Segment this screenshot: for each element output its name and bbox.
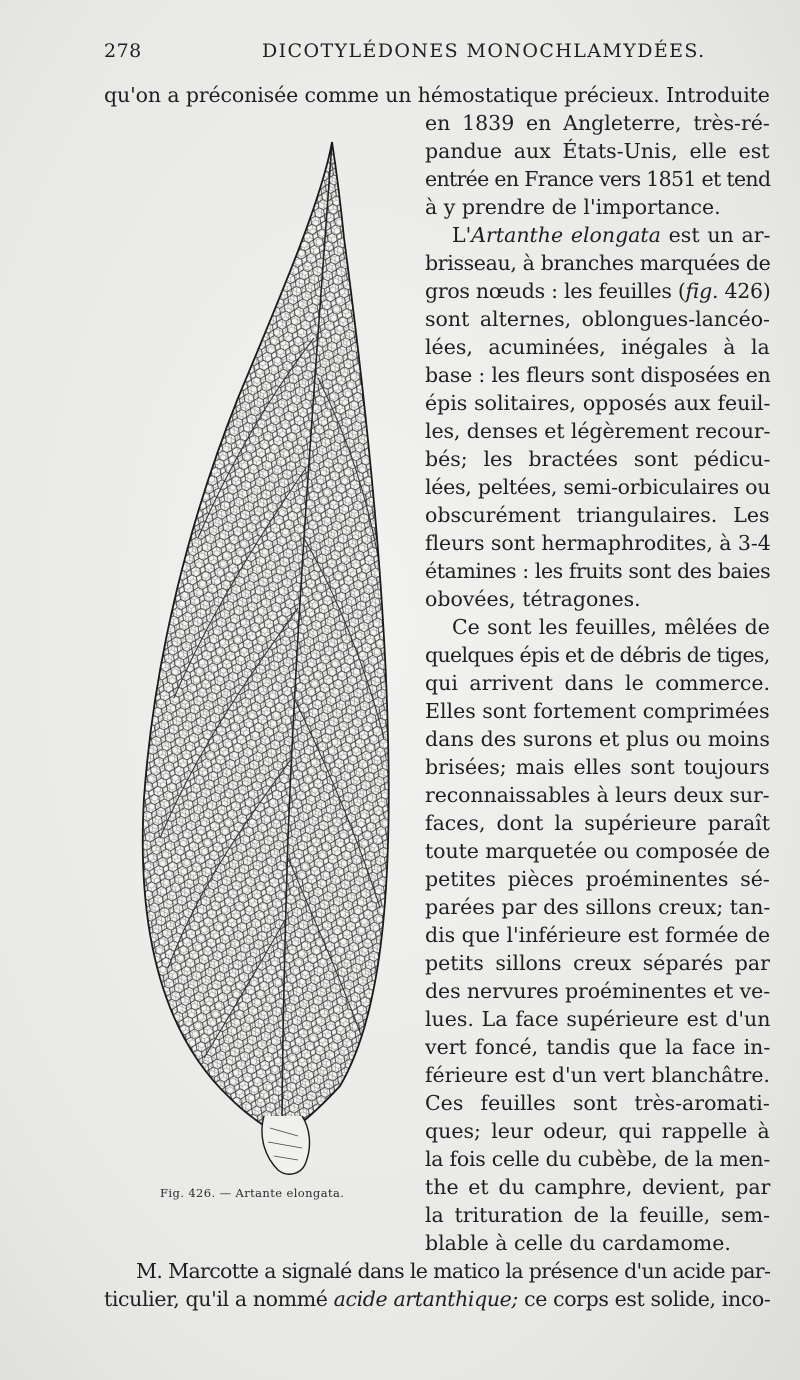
text-line: des nervures proéminentes et ve-: [425, 979, 771, 1003]
text-line: vert foncé, tandis que la face in-: [425, 1035, 771, 1059]
text-line: brisées; mais elles sont toujours: [425, 755, 770, 779]
text-run: L': [452, 223, 472, 247]
text-line: obscurément triangulaires. Les: [425, 503, 770, 527]
text-line: faces, dont la supérieure paraît: [425, 811, 770, 835]
text-line: petites pièces proéminentes sé-: [425, 867, 770, 891]
text-line: qui arrivent dans le commerce.: [425, 671, 770, 695]
text-line: en 1839 en Angleterre, très-ré-: [425, 111, 770, 135]
text-line: dans des surons et plus ou moins: [425, 727, 770, 751]
text-run: ce corps est solide, inco-: [517, 1287, 771, 1311]
text-line: pandue aux États-Unis, elle est: [425, 139, 770, 163]
text-run: 426): [718, 279, 771, 303]
text-line: lues. La face supérieure est d'un: [425, 1007, 771, 1031]
text-line: reconnaissables à leurs deux sur-: [425, 783, 770, 807]
text-line: qu'on a préconisée comme un hémostatique précieux. Introduite: [104, 83, 770, 107]
text-line: dis que l'inférieure est formée de: [425, 923, 771, 947]
page-header: [104, 40, 784, 72]
text-line: [104, 1289, 770, 1310]
text-line: sont alternes, oblongues-lancéo-: [425, 307, 770, 331]
text-line: entrée en France vers 1851 et tend: [425, 167, 771, 191]
text-line: parées par des sillons creux; tan-: [425, 895, 771, 919]
text-line: lées, peltées, semi-orbiculaires ou: [425, 475, 771, 499]
text-line: lées, acuminées, inégales à la: [425, 335, 770, 359]
text-line: petits sillons creux séparés par: [425, 951, 770, 975]
text-line: épis solitaires, opposés aux feuil-: [425, 391, 771, 415]
figure-reference: fig.: [685, 279, 719, 303]
text-line: bés; les bractées sont pédicu-: [425, 447, 771, 471]
text-run: est un ar-: [660, 223, 771, 247]
text-line: M. Marcotte a signalé dans le matico la présence d'un acide par-: [136, 1259, 771, 1283]
species-name: Artanthe elongata: [471, 223, 661, 247]
text-line: obovées, tétragones.: [425, 587, 641, 611]
text-line: à y prendre de l'importance.: [425, 195, 721, 219]
text-line: Elles sont fortement comprimées: [425, 699, 770, 723]
text-line: ques; leur odeur, qui rappelle à: [425, 1119, 770, 1143]
text-line: [452, 225, 770, 246]
text-line: the et du camphre, devient, par: [425, 1175, 771, 1199]
leaf-illustration: [118, 138, 424, 1180]
text-line: férieure est d'un vert blanchâtre.: [425, 1063, 770, 1087]
text-line: brisseau, à branches marquées de: [425, 251, 771, 275]
text-line: [425, 281, 770, 302]
acid-name: acide artanthique;: [333, 1287, 518, 1311]
text-line: fleurs sont hermaphrodites, à 3-4: [425, 531, 771, 555]
text-line: la fois celle du cubèbe, de la men-: [425, 1147, 771, 1171]
text-line: base : les fleurs sont disposées en: [425, 363, 771, 387]
text-run: ticulier, qu'il a nommé: [104, 1287, 334, 1311]
figure-caption: Fig. 426. — Artante elongata.: [160, 1186, 345, 1200]
text-run: gros nœuds : les feuilles (: [425, 279, 686, 303]
page-number: 278: [104, 40, 142, 62]
text-line: blable à celle du cardamome.: [425, 1231, 731, 1255]
text-line: la trituration de la feuille, sem-: [425, 1203, 771, 1227]
text-line: toute marquetée ou composée de: [425, 839, 770, 863]
text-line: quelques épis et de débris de tiges,: [425, 643, 770, 667]
text-line: les, denses et légèrement recour-: [425, 419, 771, 443]
running-title: DICOTYLÉDONES MONOCHLAMYDÉES.: [262, 40, 706, 62]
text-line: Ces feuilles sont très-aromati-: [425, 1091, 770, 1115]
text-line: étamines : les fruits sont des baies: [425, 559, 771, 583]
text-line: Ce sont les feuilles, mêlées de: [452, 615, 770, 639]
